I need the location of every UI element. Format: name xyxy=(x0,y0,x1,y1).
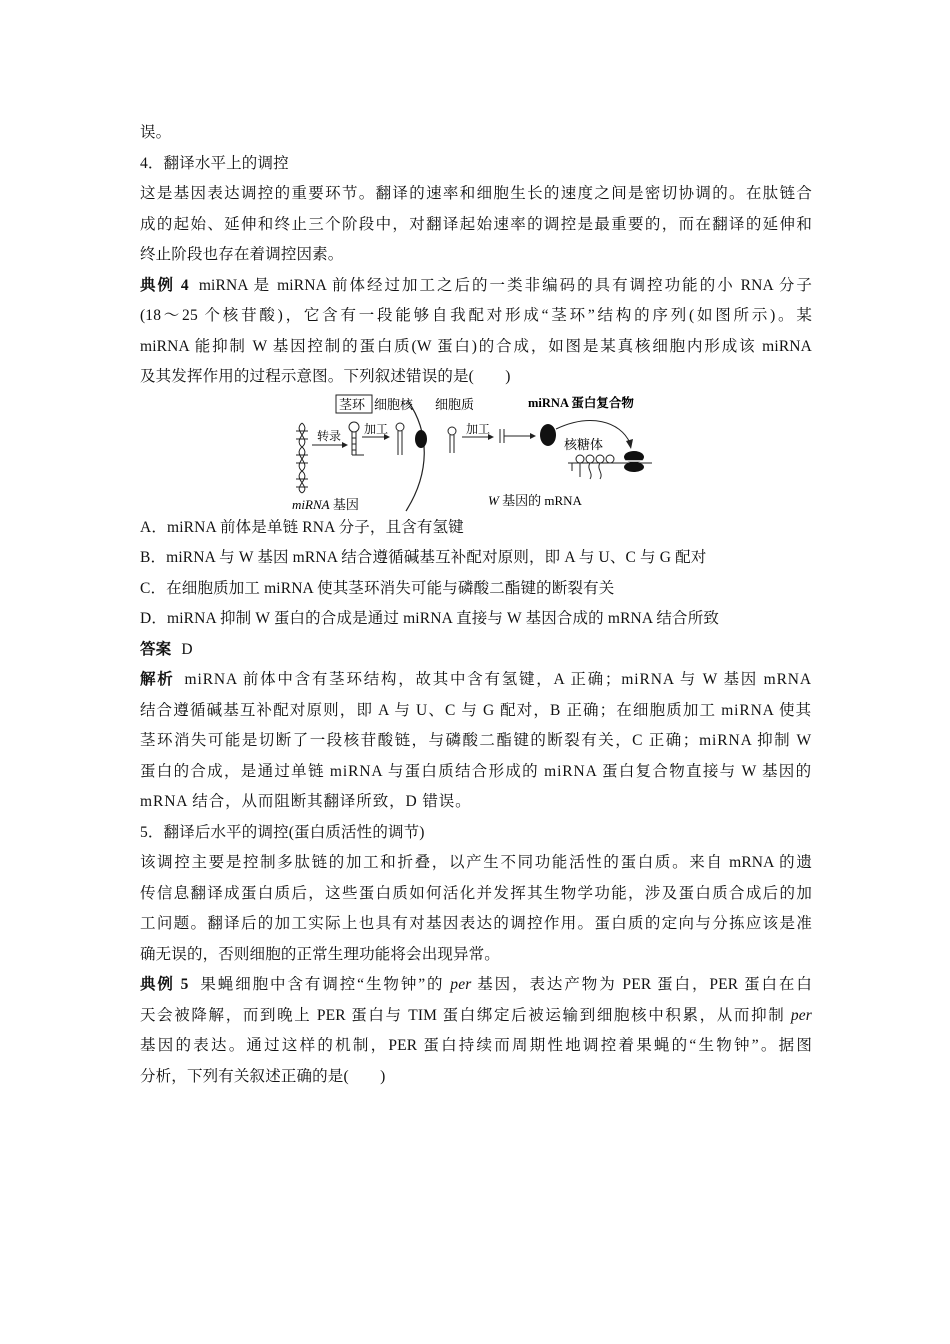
example4-line2: (18～25 个核苷酸)，它含有一段能够自我配对形成“茎环”结构的序列(如图所示)。某 xyxy=(140,307,812,324)
nuclear-membrane xyxy=(406,401,424,511)
nucleus-label: 细胞核 xyxy=(374,396,414,412)
answer-value: D xyxy=(181,640,193,658)
example5-line1: 典例 5 果蝇细胞中含有调控“生物钟”的 per 基因，表达产物为 PER 蛋白，PER 蛋白在白 xyxy=(140,976,812,993)
paragraph-line: 误。 xyxy=(140,124,172,141)
figure-diagram xyxy=(290,393,660,513)
answer-line xyxy=(140,635,812,666)
w-mrna-label: W 基因的 mRNA xyxy=(488,492,582,508)
section5-line2: 传信息翻译成蛋白质后，这些蛋白质如何活化并发挥其生物学功能，涉及蛋白质合成后的加 xyxy=(140,884,812,902)
analysis-label: 解析 xyxy=(140,671,175,688)
example5-line3: 基因的表达。通过这样的机制，PER 蛋白持续而周期性地调控着果蝇的“生物钟”。据图 xyxy=(140,1037,812,1054)
example4-label: 典例 4 xyxy=(140,276,189,294)
analysis-line3: 茎环消失可能是切断了一段核苷酸链，与磷酸二酯键的断裂有关，C 正确；miRNA 抑制 W xyxy=(140,732,812,749)
ribosome-chain-icon xyxy=(572,455,614,479)
option-c: C．在细胞质加工 miRNA 使其茎环消失可能与磷酸二酯键的断裂有关 xyxy=(140,579,615,597)
hairpin-icon xyxy=(396,423,404,455)
ribosome-icon xyxy=(624,451,644,472)
document-page xyxy=(140,118,812,1092)
gene-label: miRNA 基因 xyxy=(292,496,359,512)
section-heading-5: 5．翻译后水平的调控(蛋白质活性的调节) xyxy=(140,823,425,841)
section5-line4: 确无误的，否则细胞的正常生理功能将会出现异常。 xyxy=(140,945,500,963)
section5-line3: 工问题。翻译后的加工实际上也具有对基因表达的调控作用。蛋白质的定向与分拣应该是准 xyxy=(140,915,812,932)
processing-label-2: 加工 xyxy=(466,421,491,436)
analysis-line4: 蛋白的合成，是通过单链 miRNA 与蛋白质结合形成的 miRNA 蛋白复合物直接与 W 基因的 xyxy=(140,762,812,780)
pre-mirna-hairpin-icon xyxy=(349,422,364,455)
paragraph-line: 终止阶段也存在着调控因素。 xyxy=(140,246,344,263)
complex-label: miRNA 蛋白复合物 xyxy=(528,395,634,410)
analysis-line5: mRNA 结合，从而阻断其翻译所致，D 错误。 xyxy=(140,793,472,810)
cytoplasm-hairpin-icon xyxy=(448,427,456,453)
example4-line1: 典例 4 miRNA 是 miRNA 前体经过加工之后的一类非编码的具有调控功能的小 RNA 分子 xyxy=(140,276,812,294)
cytoplasm-label: 细胞质 xyxy=(435,396,475,412)
analysis-line2: 结合遵循碱基互补配对原则，即 A 与 U、C 与 G 配对，B 正确；在细胞质加工 miRNA 使其 xyxy=(140,701,812,719)
example5-line4: 分析，下列有关叙述正确的是( ) xyxy=(140,1067,386,1085)
stem-loop-label: 茎环 xyxy=(339,396,366,412)
option-b: B．miRNA 与 W 基因 mRNA 结合遵循碱基互补配对原则，即 A 与 U、C 与 G 配对 xyxy=(140,549,707,566)
mirna-process-figure xyxy=(140,393,812,513)
paragraph-line: 成的起始、延伸和终止三个阶段中，对翻译起始速率的调控是最重要的，而在翻译的延伸和 xyxy=(140,215,812,233)
analysis-line1: 解析 miRNA 前体中含有茎环结构，故其中含有氢键，A 正确；miRNA 与 W 基因 mRNA xyxy=(140,671,812,688)
example4-line4: 及其发挥作用的过程示意图。下列叙述错误的是( ) xyxy=(140,368,511,385)
processing-label-1: 加工 xyxy=(364,421,389,436)
option-d: D．miRNA 抑制 W 蛋白的合成是通过 miRNA 直接与 W 基因合成的 mRNA 结合所致 xyxy=(140,610,720,627)
answer-label: 答案 xyxy=(140,640,172,658)
mature-mirna-icon xyxy=(500,429,516,443)
section5-line1: 该调控主要是控制多肽链的加工和折叠，以产生不同功能活性的蛋白质。来自 mRNA 的遗 xyxy=(140,854,812,871)
transcription-label: 转录 xyxy=(317,428,342,443)
example4-line3: miRNA 能抑制 W 基因控制的蛋白质(W 蛋白)的合成，如图是某真核细胞内形成该 miRNA xyxy=(140,337,812,355)
example5-line2: 天会被降解，而到晚上 PER 蛋白与 TIM 蛋白绑定后被运输到细胞核中积累，从而抑制 per xyxy=(140,1006,812,1024)
mirna-protein-complex-icon xyxy=(540,424,556,446)
example5-label: 典例 5 xyxy=(140,976,189,993)
option-a: A．miRNA 前体是单链 RNA 分子，且含有氢键 xyxy=(140,518,464,536)
dna-helix-icon xyxy=(296,423,308,493)
ribosome-label: 核糖体 xyxy=(564,436,604,452)
section-heading-4: 4．翻译水平上的调控 xyxy=(140,154,289,172)
nuclear-pore-icon xyxy=(415,430,427,448)
paragraph-line: 这是基因表达调控的重要环节。翻译的速率和细胞生长的速度之间是密切协调的。在肽链合 xyxy=(140,185,812,202)
